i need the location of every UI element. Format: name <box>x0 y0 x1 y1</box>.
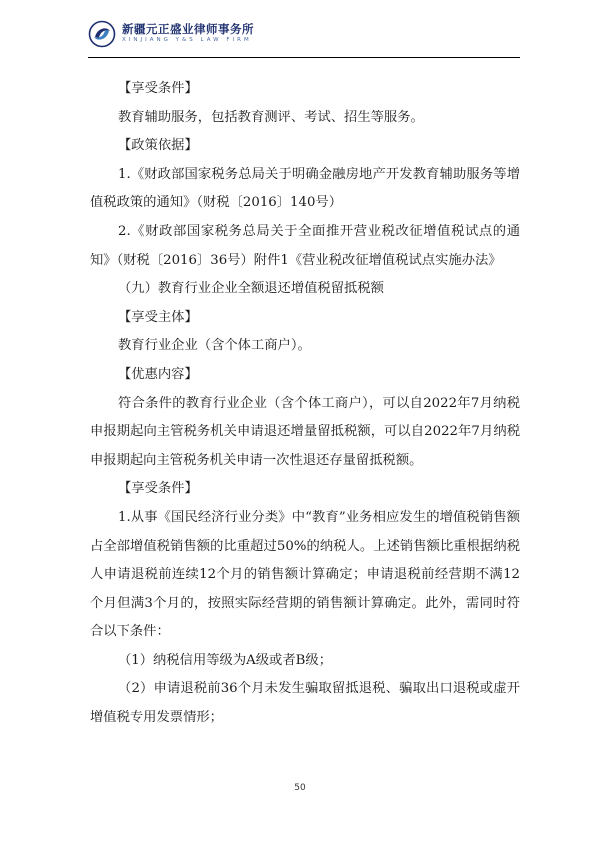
paragraph: 2.《财政部国家税务总局关于全面推开营业税改征增值税试点的通知》（财税〔2016〕36号）附件1《营业税改征增值税试点实施办法》 <box>90 223 520 268</box>
section-label: 【享受主体】 <box>118 309 198 325</box>
paragraph: 1.从事《国民经济行业分类》中“教育”业务相应发生的增值税销售额占全部增值税销售额的比重超过50%的纳税人。上述销售额比重根据纳税人申请退税前连续12个月的销售额计算确定；申请退税前经营期不满12个月但满3个月的，按照实际经营期的销售额计算确定。此外，需同时符合以下条件： <box>90 509 520 640</box>
firm-name-en: XINJIANG Y&S LAW FIRM <box>122 37 252 43</box>
paragraph: 教育行业企业（含个体工商户）。 <box>118 338 311 354</box>
paragraph: 符合条件的教育行业企业（含个体工商户），可以自2022年7月纳税申报期起向主管税务机关申请退还增量留抵税额，可以自2022年7月纳税申报期起向主管税务机关申请一次性退还存量留抵税额。 <box>90 395 520 468</box>
firm-logo-icon <box>88 20 116 48</box>
section-label: 【享受条件】 <box>118 81 198 96</box>
paragraph: 1.《财政部国家税务总局关于明确金融房地产开发教育辅助服务等增值税政策的通知》（财税〔2016〕140号） <box>90 166 520 211</box>
section-label: 【政策依据】 <box>118 138 198 154</box>
section-label: 【享受条件】 <box>118 481 198 497</box>
list-item: （1）纳税信用等级为A级或者B级； <box>118 652 332 668</box>
firm-name-cn: 新疆元正盛业律师事务所 <box>122 22 254 36</box>
section-label: 【优惠内容】 <box>118 366 198 382</box>
header-divider <box>88 57 520 58</box>
page-number: 50 <box>294 783 306 793</box>
list-item: （2）申请退税前36个月未发生骗取留抵退税、骗取出口退税或虚开增值税专用发票情形； <box>90 681 520 726</box>
document-body <box>90 75 520 733</box>
page-header <box>88 14 528 54</box>
paragraph: 教育辅助服务，包括教育测评、考试、招生等服务。 <box>118 109 424 125</box>
section-heading: （九）教育行业企业全额退还增值税留抵税额 <box>118 281 384 297</box>
